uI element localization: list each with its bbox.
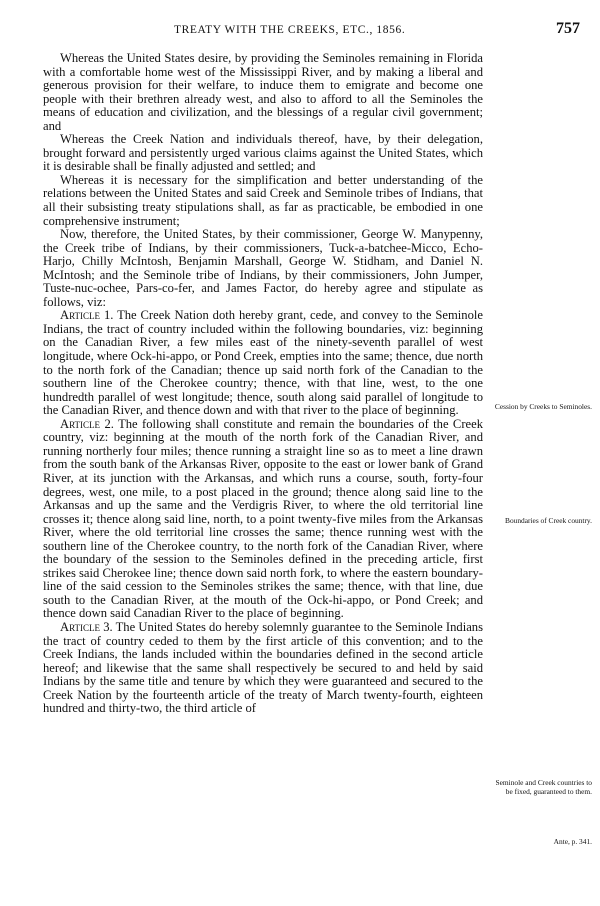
article-3-text: The United States do hereby solemnly guarantee to the Seminole Indians the tract of country ceded to them by the first article of this convention; and to the Creek Indians, the lands included within the boundaries defined in the second article hereof; and likewise that the same shall respectively be secured to and held by said Indians by the same title and tenure by which they were guaranteed and secured to the Creek Nation by the fourteenth article of the treaty of March twenty-fourth, eighteen hundred and thirty-two, the third article of xyxy=(43,619,483,716)
article-1-label: Article 1. xyxy=(60,308,114,323)
article-3 xyxy=(43,621,483,716)
header-title: TREATY WITH THE CREEKS, ETC., 1856. xyxy=(174,24,406,36)
paragraph-preamble-2: Whereas the Creek Nation and individuals thereof, have, by their delegation, brought forward and persistently urged various claims against the United States, which it is desirable shall be finally adjusted and settled; and xyxy=(43,132,483,174)
margin-note-cession: Cession by Creeks to Seminoles. xyxy=(494,402,592,411)
paragraph-preamble-3: Whereas it is necessary for the simplification and better understanding of the relations between the United States and said Creek and Seminole tribes of Indians, that all their subsisting treaty stipulations shall, as far as practicable, be embodied in one comprehensive instrument; xyxy=(43,172,483,228)
article-2-label: Article 2. xyxy=(60,416,114,431)
treaty-text xyxy=(43,52,483,716)
paragraph-parties: Now, therefore, the United States, by their commissioner, George W. Manypenny, the Creek tribe of Indians, by their commissioners, Tuck-a-batchee-Micco, Echo-Harjo, Chilly McIntosh, Benjamin Marshall, George W. Stidham, and Daniel N. McIntosh; and the Seminole tribe of Indians, by their commissioners, John Jumper, Tuste-nuc-ochee, Pars-co-fer, and James Factor, do hereby agree and stipulate as follows, viz: xyxy=(43,227,483,309)
paragraph-preamble-1: Whereas the United States desire, by providing the Seminoles remaining in Florida with a comfortable home west of the Mississippi River, and by making a liberal and generous provision for their welfare, to induce them to emigrate and become one people with their brethren already west, and also to afford to all the Seminoles the means of education and civilization, and the blessings of a regular civil government; and xyxy=(43,51,483,133)
article-1-text: The Creek Nation doth hereby grant, cede, and convey to the Seminole Indians, the tract of country included within the following boundaries, viz: beginning on the Canadian River, a few miles east of the ninety-seventh parallel of west longitude, where Ock-hi-appo, or Pond Creek, empties into the same; thence, due north to the north fork of the Canadian; thence up said north fork of the Canadian to the southern line of the Cherokee country; thence, with that line, west, to the one hundredth parallel of west longitude; thence, south along said parallel of longitude to the Canadian River, and thence down and with that river to the place of beginning. xyxy=(43,308,483,418)
margin-note-ante: Ante, p. 341. xyxy=(553,837,592,846)
article-2 xyxy=(43,418,483,621)
page-number: 757 xyxy=(556,20,580,37)
running-header xyxy=(44,20,580,42)
margin-note-guarantee: Seminole and Creek countries to be fixed, guaranteed to them. xyxy=(495,778,592,796)
article-3-label: Article 3. xyxy=(60,619,113,634)
article-1 xyxy=(43,309,483,417)
article-2-text: The following shall constitute and remain the boundaries of the Creek country, viz: beginning at the mouth of the north fork of the Canadian River, and running northerly four miles; thence running a straight line so as to meet a line drawn from the south bank of the Arkansas River, opposite to the east or lower bank of Grand River, at its junction with the Arkansas, and which runs a course, south, forty-four degrees, west, one mile, to a post placed in the ground; thence along said line to the Arkansas and up the same and the Verdigris River, to where the old territorial line crosses it; thence along said line, north, to a point twenty-five miles from the Arkansas River, where the old territorial line crosses the same; thence running west with the southern line of the Cherokee country, to the north fork of the Canadian River, where the boundary of the session to the Seminoles defined in the preceding article, first strikes said Cherokee line; thence down said north fork, to where the eastern boundary-line of the said cession to the Seminoles strikes the same; thence, with that line, due south to the Canadian River, at the mouth of the Ock-hi-appo, or Pond Creek; and thence down said Canadian River to the place of beginning. xyxy=(43,416,483,621)
margin-note-boundaries: Boundaries of Creek country. xyxy=(505,516,592,525)
